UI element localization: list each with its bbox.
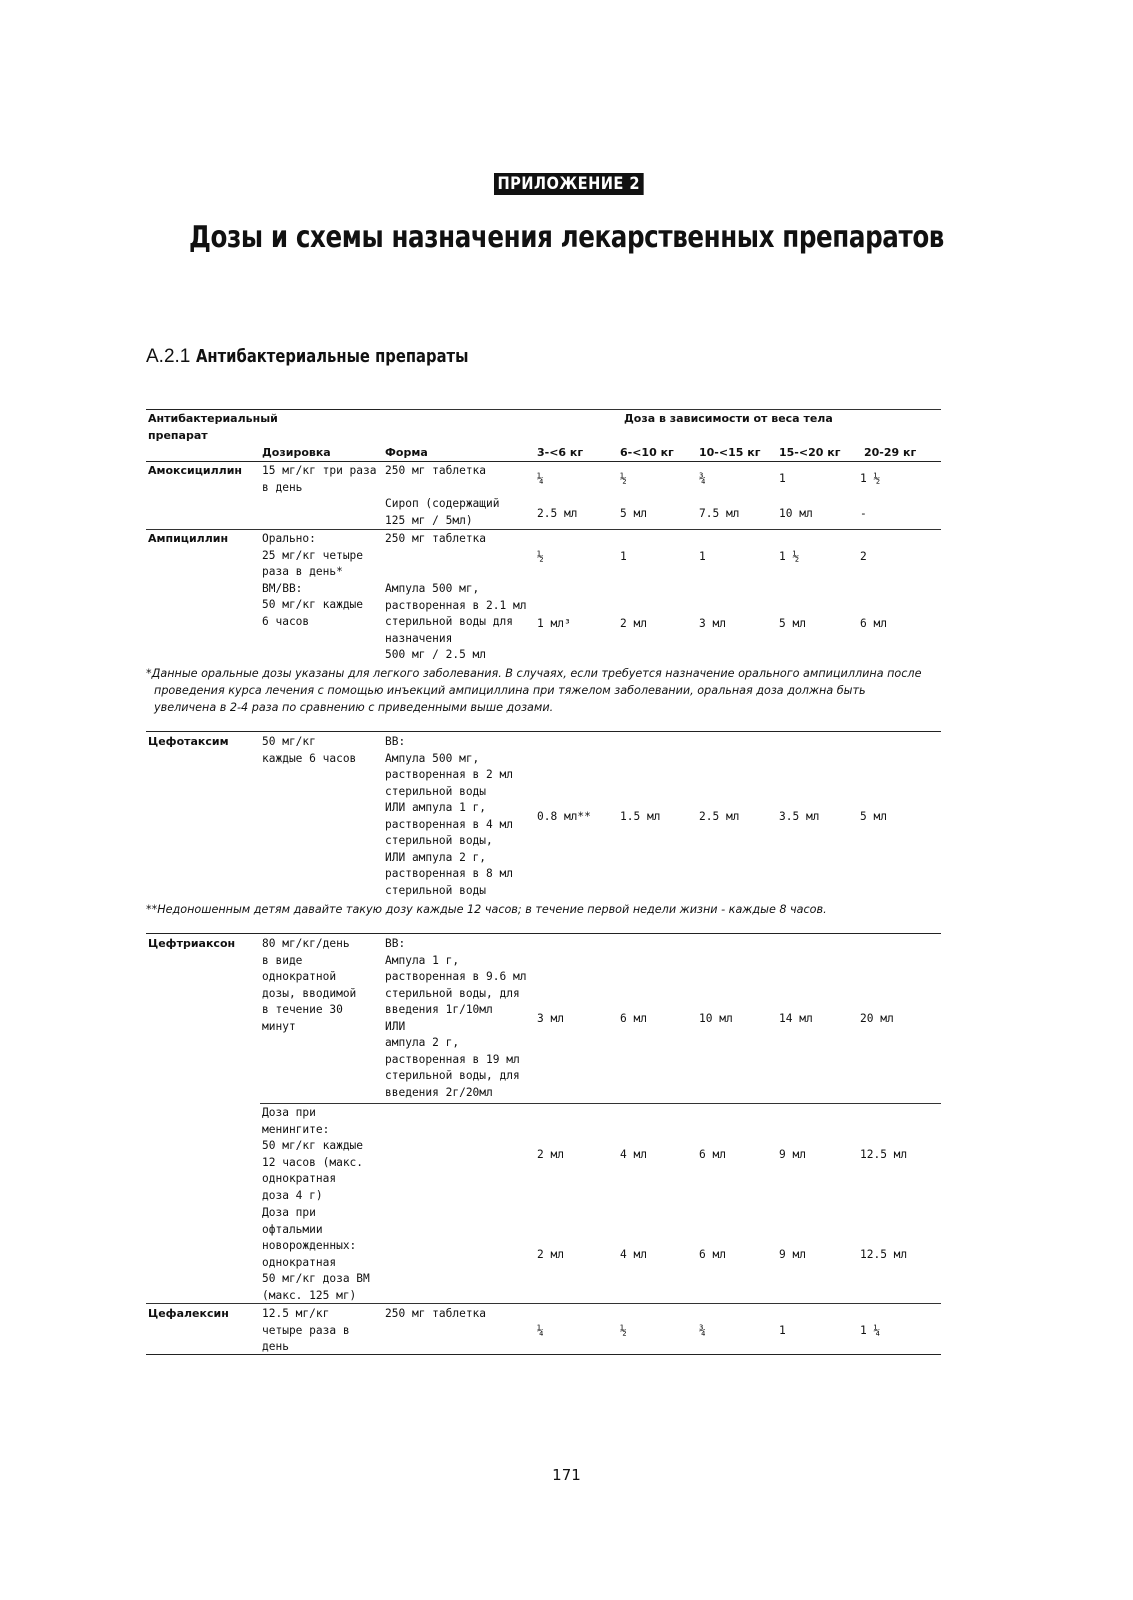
ceftriaxone-meningitis-dosage: Доза при менингите: 50 мг/кг каждые 12 часов (макс. однократная доза 4 г)	[262, 1106, 364, 1202]
ceftriaxone-w1: 3 мл	[537, 1012, 564, 1025]
amoxicillin-dosage: 15 мг/кг три раза в день	[262, 464, 377, 494]
cefotaxime-top-rule	[146, 731, 941, 732]
amoxicillin-tablet-w3: ¾	[699, 472, 706, 485]
ceftriaxone-top-rule	[146, 933, 941, 934]
cefotaxime-w4: 3.5 мл	[779, 810, 820, 823]
amoxicillin-tablet-w1: ¼	[537, 472, 544, 485]
header-drug: Антибактериальный препарат	[148, 412, 278, 442]
ceftriaxone-dosage: 80 мг/кг/день в виде однократной дозы, вводимой в течение 30 минут	[262, 937, 357, 1033]
ceftriaxone-w2: 6 мл	[620, 1012, 647, 1025]
amoxicillin-form-syrup: Сироп (содержащий 125 мг / 5мл)	[385, 497, 500, 527]
amoxicillin-tablet-w2: ½	[620, 472, 627, 485]
ceftriaxone-form: ВВ: Ампула 1 г, растворенная в 9.6 мл стерильной воды, для введения 1г/10мл ИЛИ ампула 2 г, растворенная в 19 мл стерильной воды, для введения 2г/20мл	[385, 937, 527, 1099]
ophthalmia-w3: 6 мл	[699, 1248, 726, 1261]
ampicillin-ampoule-w4: 5 мл	[779, 617, 806, 630]
ampicillin-footnote: *Данные оральные дозы указаны для легкого заболевания. В случаях, если требуется назначение орального ампициллина после проведения курса лечения с помощью инъекций ампициллина при тяжелом заболевании, оральная доза должна быть увеличена в 2-4 раза по сравнению с приведенными выше дозами.	[146, 667, 922, 714]
cephalexin-w5: 1 ¼	[860, 1324, 881, 1337]
dose-header-rule	[380, 409, 941, 410]
cephalexin-w4: 1	[779, 1324, 786, 1337]
header-weight-1: 3-<6 кг	[537, 446, 584, 459]
drug-cefotaxime: Цефотаксим	[148, 735, 229, 748]
page-number: 171	[552, 1466, 581, 1484]
ophthalmia-w2: 4 мл	[620, 1248, 647, 1261]
amoxicillin-bottom-rule	[146, 529, 941, 530]
section-heading	[146, 345, 529, 368]
meningitis-w2: 4 мл	[620, 1148, 647, 1161]
ceftriaxone-ophthalmia-dosage: Доза при офтальмии новорожденных: однократная 50 мг/кг доза ВМ (макс. 125 мг)	[262, 1206, 370, 1302]
header-weight-5: 20-29 кг	[864, 446, 917, 459]
cefotaxime-w3: 2.5 мл	[699, 810, 740, 823]
cephalexin-w3: ¾	[699, 1324, 706, 1337]
ampicillin-tablet-w5: 2	[860, 550, 867, 563]
ampicillin-form-ampoule: Ампула 500 мг, растворенная в 2.1 мл стерильной воды для назначения 500 мг / 2.5 мл	[385, 582, 527, 661]
cefotaxime-dosage: 50 мг/кг каждые 6 часов	[262, 735, 357, 765]
ampicillin-tablet-w1: ½	[537, 550, 544, 563]
drug-cephalexin: Цефалексин	[148, 1307, 229, 1320]
amoxicillin-tablet-w5: 1 ½	[860, 472, 881, 485]
appendix-label: ПРИЛОЖЕНИЕ 2	[494, 173, 643, 195]
ampicillin-tablet-w4: 1 ½	[779, 550, 800, 563]
section-name: Антибактериальные препараты	[196, 346, 469, 367]
ampicillin-ampoule-w3: 3 мл	[699, 617, 726, 630]
cephalexin-w1: ¼	[537, 1324, 544, 1337]
ampicillin-form-tablet: 250 мг таблетка	[385, 532, 487, 545]
ceftriaxone-w5: 20 мл	[860, 1012, 894, 1025]
meningitis-w5: 12.5 мл	[860, 1148, 908, 1161]
meningitis-w4: 9 мл	[779, 1148, 806, 1161]
ampicillin-tablet-w3: 1	[699, 550, 706, 563]
ophthalmia-w1: 2 мл	[537, 1248, 564, 1261]
amoxicillin-syrup-w3: 7.5 мл	[699, 507, 740, 520]
drug-ceftriaxone: Цефтриаксон	[148, 937, 236, 950]
header-dose-by-weight: Доза в зависимости от веса тела	[624, 412, 833, 425]
meningitis-w1: 2 мл	[537, 1148, 564, 1161]
section-number: A.2.1	[146, 346, 191, 367]
cefotaxime-w2: 1.5 мл	[620, 810, 661, 823]
header-dosage: Дозировка	[262, 446, 331, 459]
amoxicillin-form-tablet: 250 мг таблетка	[385, 464, 487, 477]
header-weight-3: 10-<15 кг	[699, 446, 761, 459]
ceftriaxone-w3: 10 мл	[699, 1012, 733, 1025]
cephalexin-w2: ½	[620, 1324, 627, 1337]
ophthalmia-w5: 12.5 мл	[860, 1248, 908, 1261]
cefotaxime-w1: 0.8 мл**	[537, 810, 591, 823]
page-title: Дозы и схемы назначения лекарственных препаратов	[189, 220, 944, 255]
cefotaxime-footnote: **Недоношенным детям давайте такую дозу каждые 12 часов; в течение первой недели жизни - каждые 8 часов.	[146, 903, 827, 916]
ophthalmia-w4: 9 мл	[779, 1248, 806, 1261]
amoxicillin-syrup-w5: -	[860, 507, 867, 520]
amoxicillin-syrup-w2: 5 мл	[620, 507, 647, 520]
cefotaxime-form: ВВ: Ампула 500 мг, растворенная в 2 мл стерильной воды ИЛИ ампула 1 г, растворенная в 4 мл стерильной воды, ИЛИ ампула 2 г, растворенная в 8 мл стерильной воды	[385, 735, 513, 897]
meningitis-w3: 6 мл	[699, 1148, 726, 1161]
header-weight-2: 6-<10 кг	[620, 446, 674, 459]
drug-ampicillin: Ампициллин	[148, 532, 229, 545]
ampicillin-ampoule-w2: 2 мл	[620, 617, 647, 630]
drug-amoxicillin: Амоксициллин	[148, 464, 243, 477]
ampicillin-tablet-w2: 1	[620, 550, 627, 563]
amoxicillin-syrup-w4: 10 мл	[779, 507, 813, 520]
cephalexin-form: 250 мг таблетка	[385, 1307, 487, 1320]
header-form: Форма	[385, 446, 428, 459]
cephalexin-dosage: 12.5 мг/кг четыре раза в день	[262, 1307, 350, 1353]
meningitis-top-rule	[260, 1103, 941, 1104]
ampicillin-dosage: Орально: 25 мг/кг четыре раза в день* ВМ/ВВ: 50 мг/кг каждые 6 часов	[262, 532, 364, 628]
ceftriaxone-w4: 14 мл	[779, 1012, 813, 1025]
ampicillin-ampoule-w5: 6 мл	[860, 617, 887, 630]
ampicillin-ampoule-w1: 1 мл³	[537, 617, 571, 630]
amoxicillin-tablet-w4: 1	[779, 472, 786, 485]
header-weight-4: 15-<20 кг	[779, 446, 841, 459]
cefotaxime-w5: 5 мл	[860, 810, 887, 823]
amoxicillin-syrup-w1: 2.5 мл	[537, 507, 578, 520]
